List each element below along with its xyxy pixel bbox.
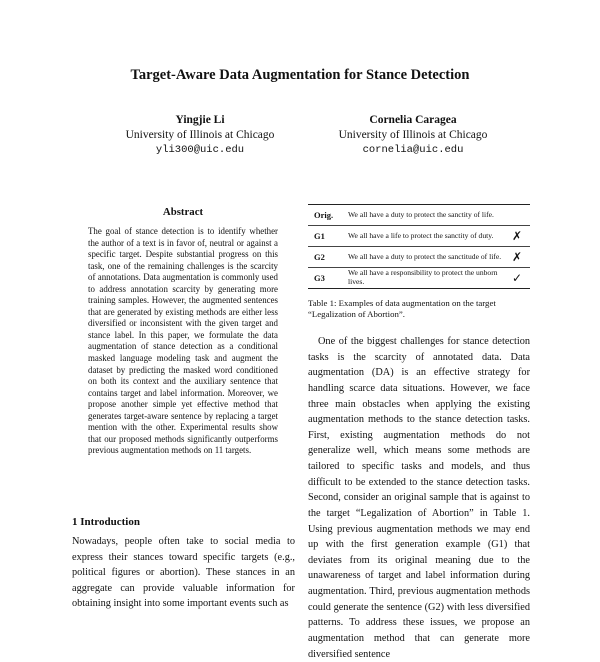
cross-mark-icon: ✗ xyxy=(504,247,530,268)
author-affiliation: University of Illinois at Chicago xyxy=(338,129,488,141)
row-sentence: We all have a duty to protect the sanctity of life. xyxy=(346,205,504,226)
table-row xyxy=(308,205,530,226)
author-affiliation: University of Illinois at Chicago xyxy=(125,129,275,141)
author-email[interactable]: yli300@uic.edu xyxy=(155,144,245,156)
row-sentence: We all have a life to protect the sanctity of duty. xyxy=(346,226,504,247)
author-block-2 xyxy=(293,113,533,158)
author-block-1 xyxy=(80,113,320,158)
introduction-heading: 1 Introduction xyxy=(72,516,140,528)
abstract-heading: Abstract xyxy=(162,206,204,218)
author-email[interactable]: cornelia@uic.edu xyxy=(362,144,464,156)
row-id: G1 xyxy=(308,226,346,247)
row-mark xyxy=(504,205,530,226)
row-id: G3 xyxy=(314,273,325,283)
table-caption: Table 1: Examples of data augmentation on the target “Legalization of Abortion”. xyxy=(308,298,496,319)
row-sentence: We all have a responsibility to protect the unborn lives. xyxy=(348,268,498,286)
check-mark-icon: ✓ xyxy=(511,271,523,285)
author-name: Yingjie Li xyxy=(175,114,225,126)
row-id: G2 xyxy=(308,247,346,268)
table-row xyxy=(308,226,530,247)
paper-title: Target-Aware Data Augmentation for Stance Detection xyxy=(130,67,470,83)
table-row xyxy=(308,268,530,289)
introduction-continued-text: One of the biggest challenges for stance detection tasks is the scarcity of annotated data. Data augmentation (DA) is an effective strategy for handling scarce data situations. However, we face three main obstacles when applying the existing augmentation methods to the stance detection tasks. First, existing augmentation methods do not generalize well, which means some methods are tailored to specific tasks and models, and thus difficult to be extended to the stance detection tasks. Second, consider an original sample that is against to the target “Legalization of Abortion” in Table 1. Using previous augmentation methods we may end up with the first generation example (G1) that deviates from its original meaning due to the unawareness of target and label information during augmentation. Third, previous augmentation methods could generate the sentence (G2) with less diversified patterns. To address these issues, we propose an augmentation method that can generate more diversified sentence xyxy=(308,336,530,660)
row-sentence: We all have a duty to protect the sanctitude of life. xyxy=(346,247,504,268)
abstract-text: The goal of stance detection is to identify whether the author of a text is in favor of, neutral or against a specific target. Despite substantial progress on this task, one of the remaining challenges is the scarcity of annotations. Data augmentation is commonly used to address annotation scarcity by generating more training samples. However, the augmented sentences that are generated by existing methods are either less diversified or inconsistent with the given target and stance label. In this paper, we formulate the data augmentation of stance detection as a conditional masked language modeling task and augment the dataset by predicting the masked word conditioned on both its context and the auxiliary sentence that contains target and label information. Moreover, we propose another simple yet effective method that generates target-aware sentence by replacing a target mention with the other. Experimental results show that our proposed methods significantly outperforms previous augmentation methods on 11 targets. xyxy=(88,226,278,456)
cross-mark-icon: ✗ xyxy=(504,226,530,247)
author-name: Cornelia Caragea xyxy=(369,114,457,126)
introduction-text: Nowadays, people often take to social media to express their stances toward specific targets (e.g., political figures or abortion). These stances in an aggregate can provide valuable information for obtaining insight into some important events such as xyxy=(72,536,295,610)
table-row xyxy=(308,247,530,268)
augmentation-examples-table xyxy=(308,204,530,289)
row-id: Orig. xyxy=(308,205,346,226)
